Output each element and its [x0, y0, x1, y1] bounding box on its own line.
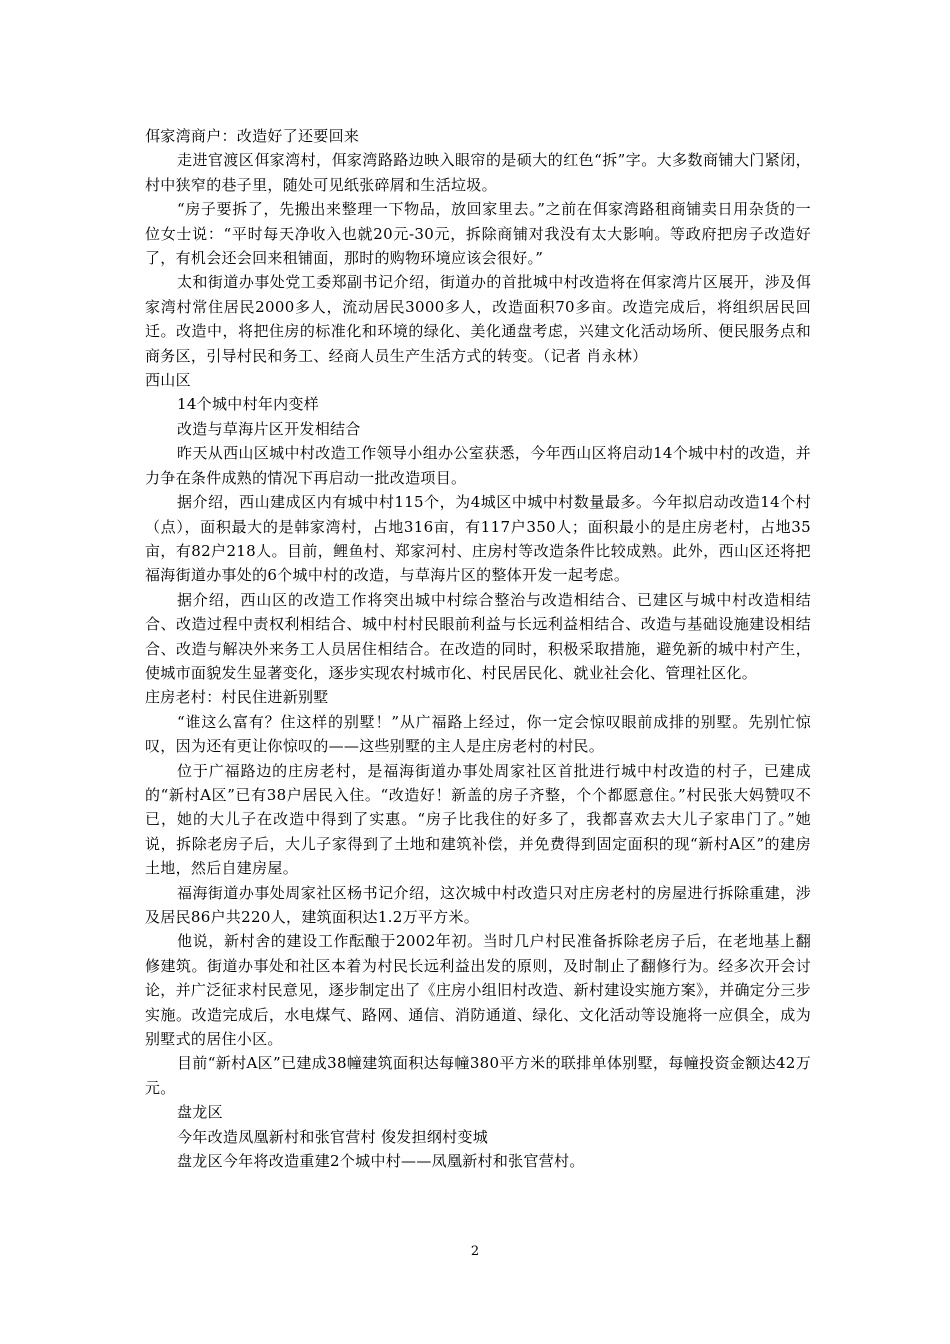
page-number: 2	[470, 1244, 480, 1259]
paragraph: “谁这么富有？住这样的别墅！”从广福路上经过，你一定会惊叹眼前成排的别墅。先别忙惊叹，因为还有更让你惊叹的——这些别墅的主人是庄房老村的村民。	[145, 712, 811, 756]
paragraph: 昨天从西山区城中村改造工作领导小组办公室获悉，今年西山区将启动14个城中村的改造，并力争在条件成熟的情况下再启动一批改造项目。	[145, 444, 811, 487]
section-heading: 佴家湾商户：改造好了还要回来	[145, 127, 360, 145]
subheading: 今年改造凤凰新村和张官营村 俊发担纲村变城	[177, 1127, 489, 1146]
document-body	[145, 124, 811, 1173]
paragraph: “房子要拆了，先搬出来整理一下物品，放回家里去。”之前在佴家湾路租商铺卖日用杂货的一位女士说：“平时每天净收入也就20元-30元，拆除商铺对我没有太大影响。等政府把房子改造好了，有机会还会回来租铺面，那时的购物环境应该会很好。”	[145, 200, 811, 268]
district-heading: 盘龙区	[177, 1103, 223, 1122]
district-heading: 西山区	[145, 371, 191, 390]
paragraph: 目前“新村A区”已建成38幢建筑面积达每幢380平方米的联排单体别墅，每幢投资金额达42万元。	[145, 1054, 811, 1097]
paragraph: 福海街道办事处周家社区杨书记介绍，这次城中村改造只对庄房老村的房屋进行拆除重建，涉及居民86户共220人，建筑面积达1.2万平方米。	[145, 883, 811, 926]
section-heading: 庄房老村：村民住进新别墅	[145, 688, 329, 707]
paragraph: 据介绍，西山区的改造工作将突出城中村综合整治与改造相结合、已建区与城中村改造相结合、改造过程中责权利相结合、城中村村民眼前利益与长远利益相结合、改造与基础设施建设相结合、改造与解决外来务工人员居住相结合。在改造的同时，积极采取措施，避免新的城中村产生，使城市面貌发生显著变化，逐步实现农村城市化、村民居民化、就业社会化、管理社区化。	[145, 590, 811, 682]
paragraph: 盘龙区今年将改造重建2个城中村——凤凰新村和张官营村。	[177, 1152, 585, 1171]
paragraph: 位于广福路边的庄房老村，是福海街道办事处周家社区首批进行城中村改造的村子，已建成的“新村A区”已有38户居民入住。“改造好！新盖的房子齐整，个个都愿意住。”村民张大妈赞叹不已，她的大儿子在改造中得到了实惠。“房子比我住的好多了，我都喜欢去大儿子家串门了。”她说，拆除老房子后，大儿子家得到了土地和建筑补偿，并免费得到固定面积的现“新村A区”的建房土地，然后自建房屋。	[145, 761, 811, 878]
paragraph: 太和街道办事处党工委郑副书记介绍，街道办的首批城中村改造将在佴家湾片区展开，涉及佴家湾村常住居民2000多人，流动居民3000多人，改造面积70多亩。改造完成后，将组织居民回迁。改造中，将把住房的标准化和环境的绿化、美化通盘考虑，兴建文化活动场所、便民服务点和商务区，引导村民和务工、经商人员生产生活方式的转变。（记者 肖永林）	[145, 273, 811, 365]
subheading: 改造与草海片区开发相结合	[177, 419, 361, 438]
paragraph: 走进官渡区佴家湾村，佴家湾路路边映入眼帘的是硕大的红色“拆”字。大多数商铺大门紧闭，村中狭窄的巷子里，随处可见纸张碎屑和生活垃圾。	[145, 151, 811, 194]
paragraph: 他说，新村舍的建设工作酝酿于2002年初。当时几户村民准备拆除老房子后，在老地基上翻修建筑。街道办事处和社区本着为村民长远利益出发的原则，及时制止了翻修行为。经多次开会讨论，并广泛征求村民意见，逐步制定出了《庄房小组旧村改造、新村建设实施方案》，并确定分三步实施。改造完成后，水电煤气、路网、通信、消防通道、绿化、文化活动等设施将一应俱全，成为别墅式的居住小区。	[145, 932, 811, 1049]
subheading: 14个城中村年内变样	[177, 395, 320, 414]
paragraph: 据介绍，西山建成区内有城中村115个，为4城区中城中村数量最多。今年拟启动改造14个村（点），面积最大的是韩家湾村，占地316亩，有117户350人；面积最小的是庄房老村，占地35亩，有82户218人。目前，鲤鱼村、郑家河村、庄房村等改造条件比较成熟。此外，西山区还将把福海街道办事处的6个城中村的改造，与草海片区的整体开发一起考虑。	[145, 493, 811, 585]
